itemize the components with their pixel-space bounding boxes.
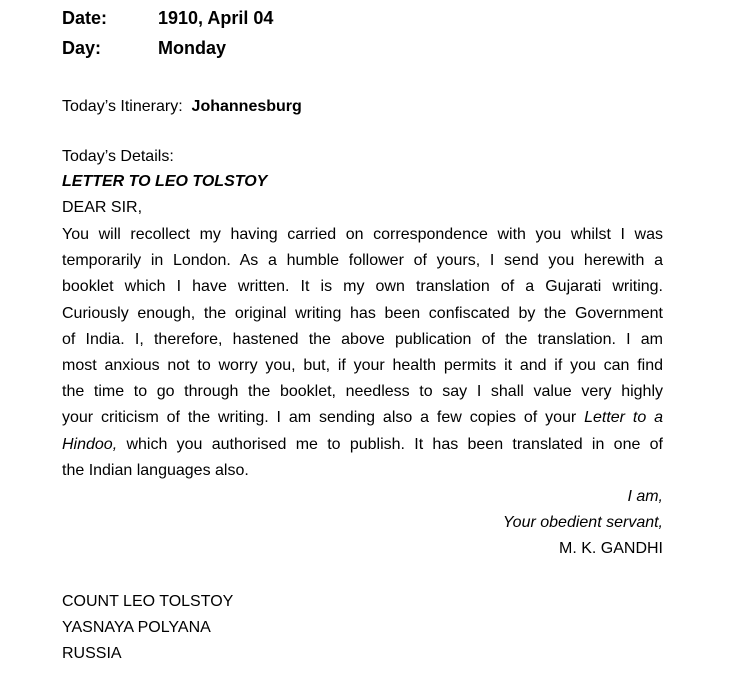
letter-title: LETTER TO LEO TOLSTOY	[62, 173, 268, 190]
day-label: Day:	[62, 38, 102, 58]
body-line-with-title	[62, 432, 663, 458]
body-line: temporarily in London. As a humble follower of yours, I send you herewith a	[62, 252, 663, 270]
body-line: You will recollect my having carried on correspondence with you whilst I was	[62, 226, 663, 243]
itinerary-line	[62, 96, 302, 118]
closing-line1: I am,	[627, 488, 663, 505]
body-line: most anxious not to worry you, but, if your health permits it and if you can find	[62, 356, 663, 374]
signature: M. K. GANDHI	[558, 540, 663, 557]
body-line: the Indian languages also.	[62, 461, 249, 479]
date-value: 1910, April 04	[158, 8, 274, 28]
letter-body	[62, 222, 663, 484]
day-value: Monday	[158, 38, 227, 58]
body-line-text: which you authorised me to publish. It has been translated in one of	[126, 435, 663, 453]
itinerary-value: Johannesburg	[191, 98, 302, 115]
address-line2: YASNAYA POLYANA	[62, 619, 211, 636]
salutation: DEAR SIR,	[62, 199, 143, 216]
book-title-part1: Letter to a	[584, 409, 664, 427]
address-line1: COUNT LEO TOLSTOY	[62, 593, 234, 610]
address-line3: RUSSIA	[62, 645, 122, 662]
closing-line2: Your obedient servant,	[502, 514, 663, 531]
body-line: of India. I, therefore, hastened the above publication of the translation. I am	[62, 330, 663, 348]
body-line-with-title	[62, 405, 663, 431]
body-line: Curiously enough, the original writing has been confiscated by the Government	[62, 304, 663, 322]
details-label: Today’s Details:	[62, 148, 174, 165]
itinerary-label: Today’s Itinerary:	[62, 98, 183, 115]
body-line: booklet which I have written. It is my own translation of a Gujarati writing.	[62, 278, 663, 296]
date-label: Date:	[62, 8, 108, 28]
body-line-text: your criticism of the writing. I am sending also a few copies of your	[62, 409, 577, 427]
book-title-part2: Hindoo,	[62, 435, 118, 453]
body-line: the time to go through the booklet, needless to say I shall value very highly	[62, 383, 663, 401]
